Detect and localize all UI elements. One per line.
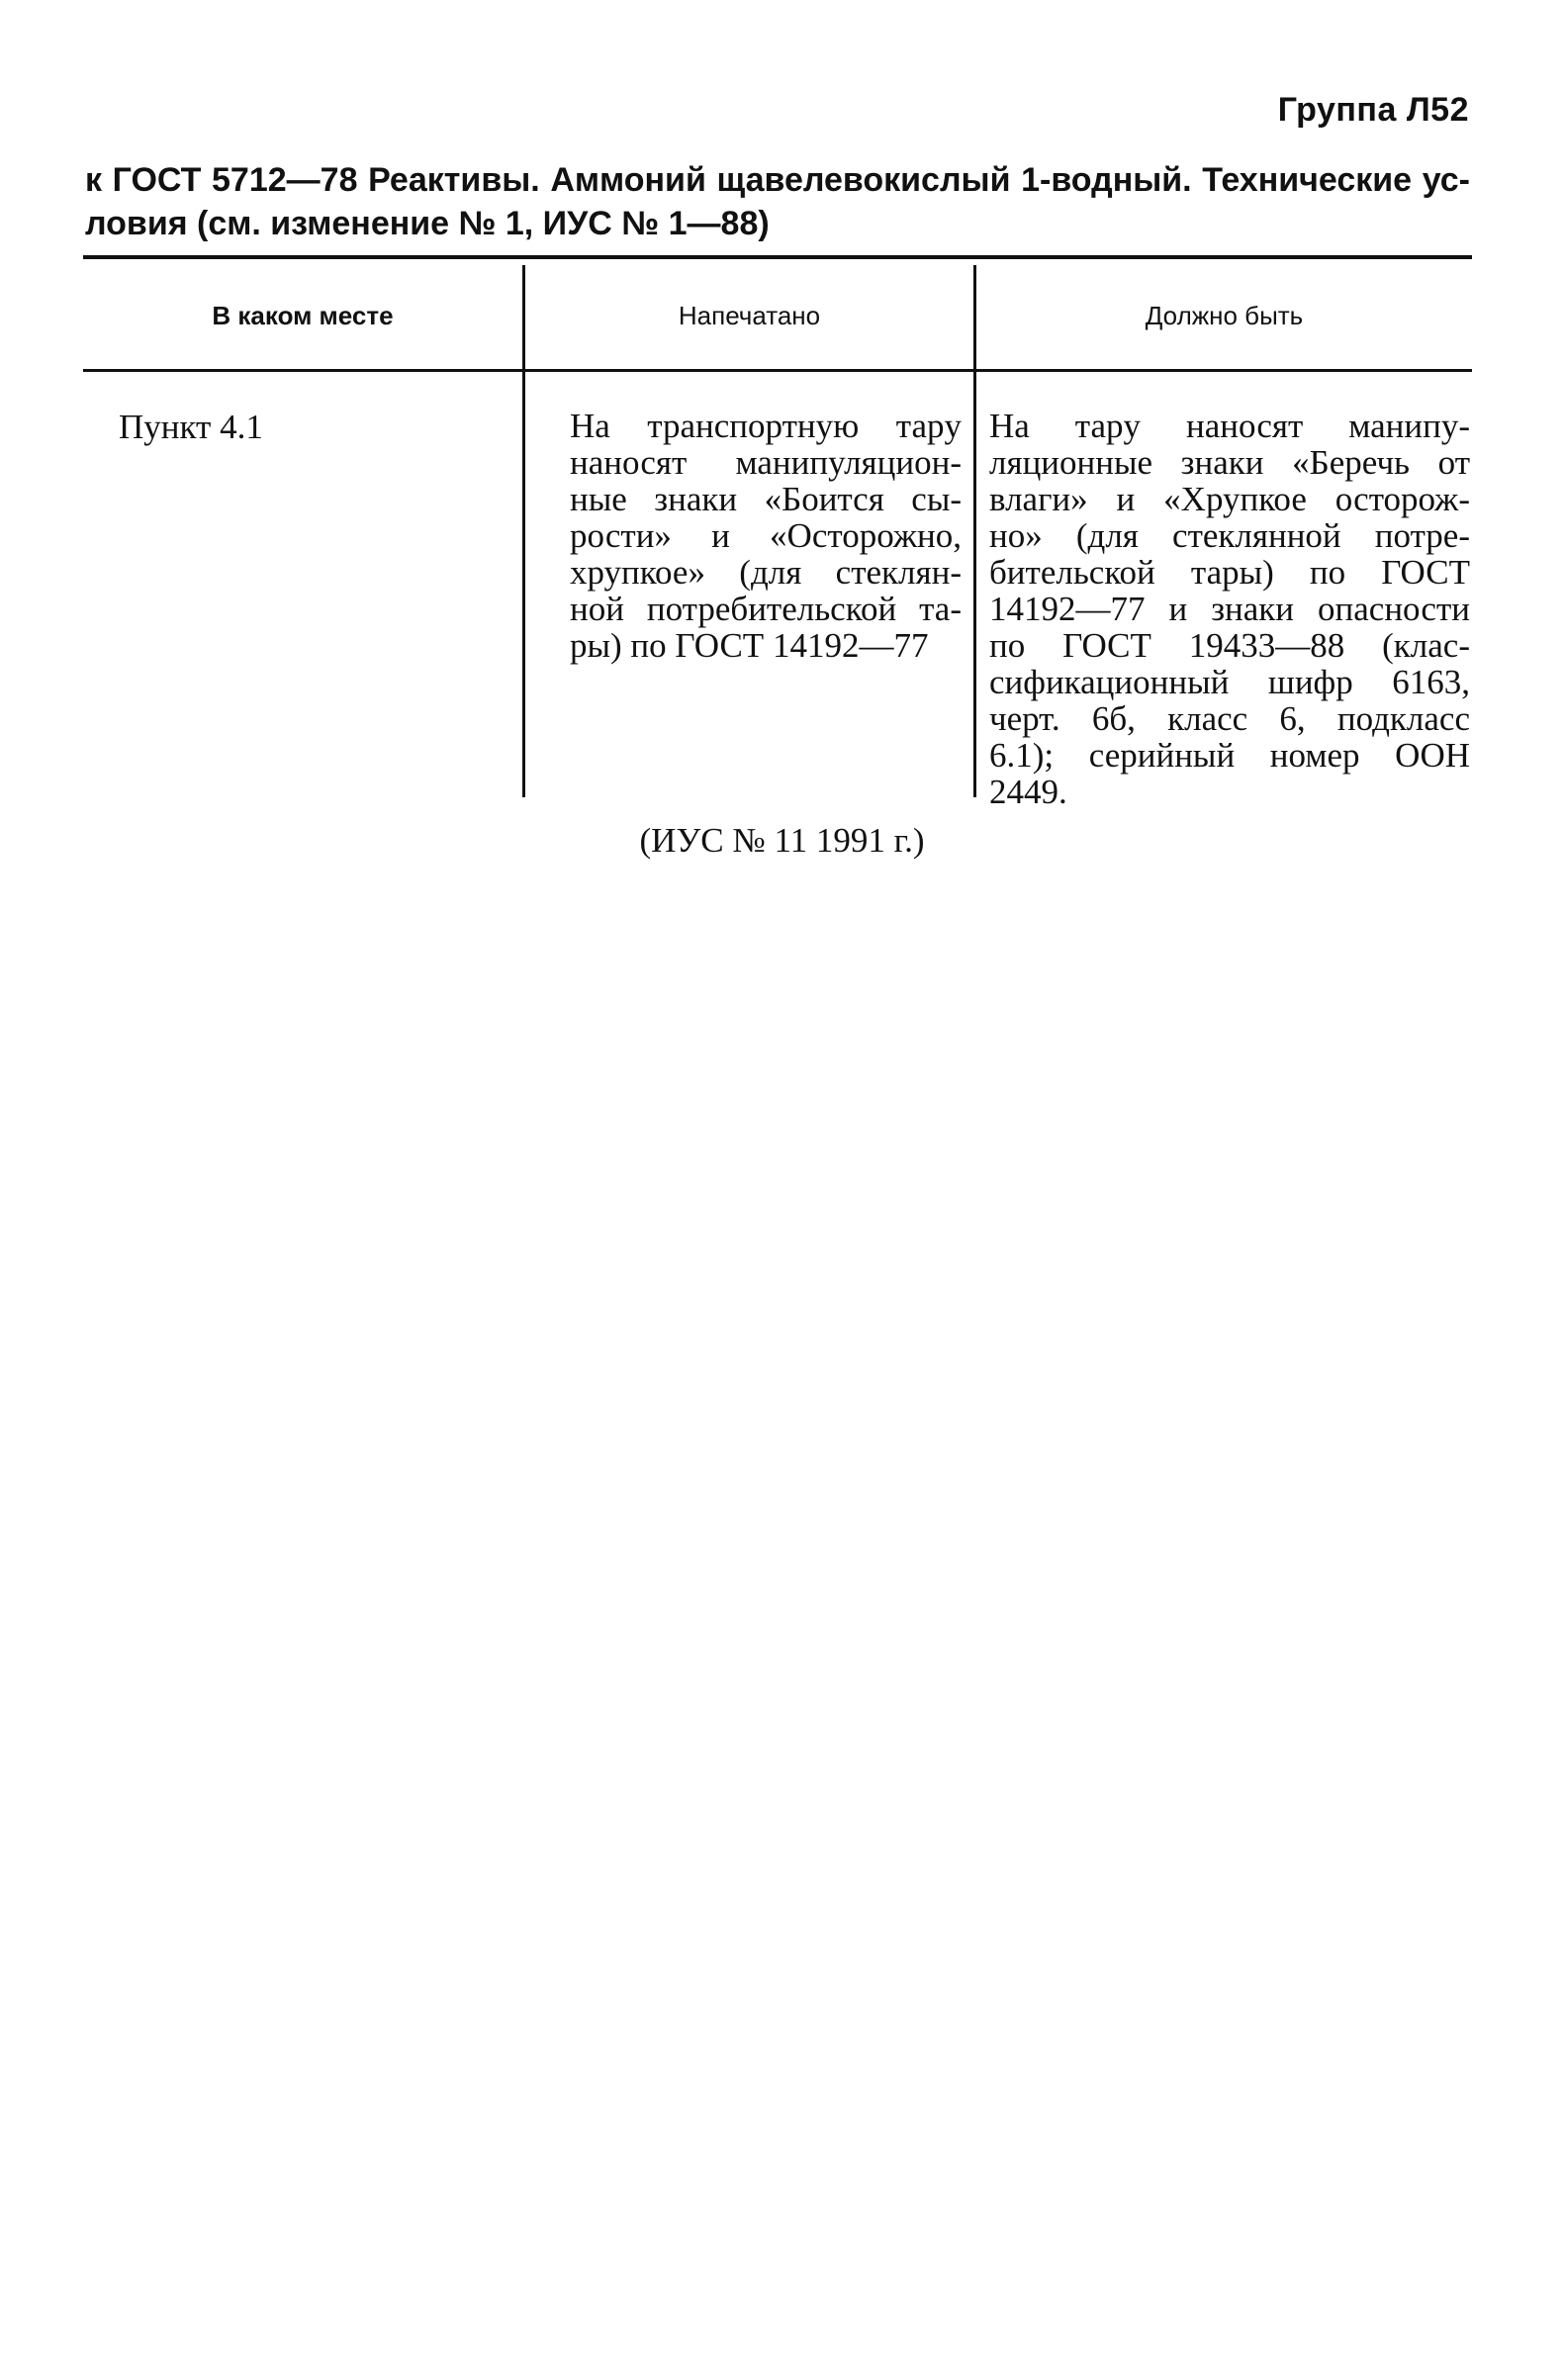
correct-line: ляционные знаки «Беречь от — [989, 443, 1470, 482]
printed-line: ной потребительской та- — [570, 590, 962, 628]
cell-printed — [570, 408, 962, 664]
printed-line: ры) по ГОСТ 14192—77 — [570, 626, 929, 665]
correct-line: но» (для стеклянной потре- — [989, 516, 1470, 555]
column-divider-2 — [973, 265, 976, 797]
correct-line: 6.1); серийный номер ООН — [989, 736, 1470, 775]
correct-line: сификационный шифр 6163, — [989, 663, 1470, 701]
printed-line: наносят манипуляцион- — [570, 443, 962, 482]
source-reference: (ИУС № 11 1991 г.) — [639, 821, 925, 860]
printed-line: На транспортную таpу — [570, 407, 962, 445]
table-header-rule — [83, 369, 1472, 372]
correct-line: На таpу наносят манипу- — [989, 407, 1470, 445]
title-line: ловия (см. изменение № 1, ИУС № 1—88) — [85, 205, 770, 242]
correct-line: 2449. — [989, 773, 1067, 811]
document-title — [85, 158, 1470, 245]
table-top-rule — [83, 255, 1472, 259]
printed-line: ные знаки «Боится сы- — [570, 480, 962, 518]
cell-place: Пункт 4.1 — [119, 408, 263, 446]
correct-line: влаги» и «Хрупкое осторож- — [989, 480, 1470, 518]
column-header-printed: Напечатано — [678, 301, 821, 330]
printed-line: хрупкое» (для стеклян- — [570, 553, 962, 592]
cell-correct — [989, 408, 1470, 810]
correct-line: черт. 6б, класс 6, подкласс — [989, 699, 1470, 738]
column-divider-1 — [522, 265, 525, 797]
correct-line: по ГОСТ 19433—88 (клас- — [989, 626, 1470, 665]
correct-line: 14192—77 и знаки опасности — [989, 590, 1470, 628]
group-code: Группа Л52 — [1277, 91, 1469, 129]
title-line: к ГОСТ 5712—78 Реактивы. Аммоний щавелевокислый 1-водный. Технические ус- — [85, 161, 1470, 199]
column-header-place: В каком месте — [212, 301, 394, 330]
printed-line: рости» и «Осторожно, — [570, 516, 962, 555]
column-header-correct: Должно быть — [1145, 301, 1304, 330]
correct-line: бительской таpы) по ГОСТ — [989, 553, 1470, 592]
